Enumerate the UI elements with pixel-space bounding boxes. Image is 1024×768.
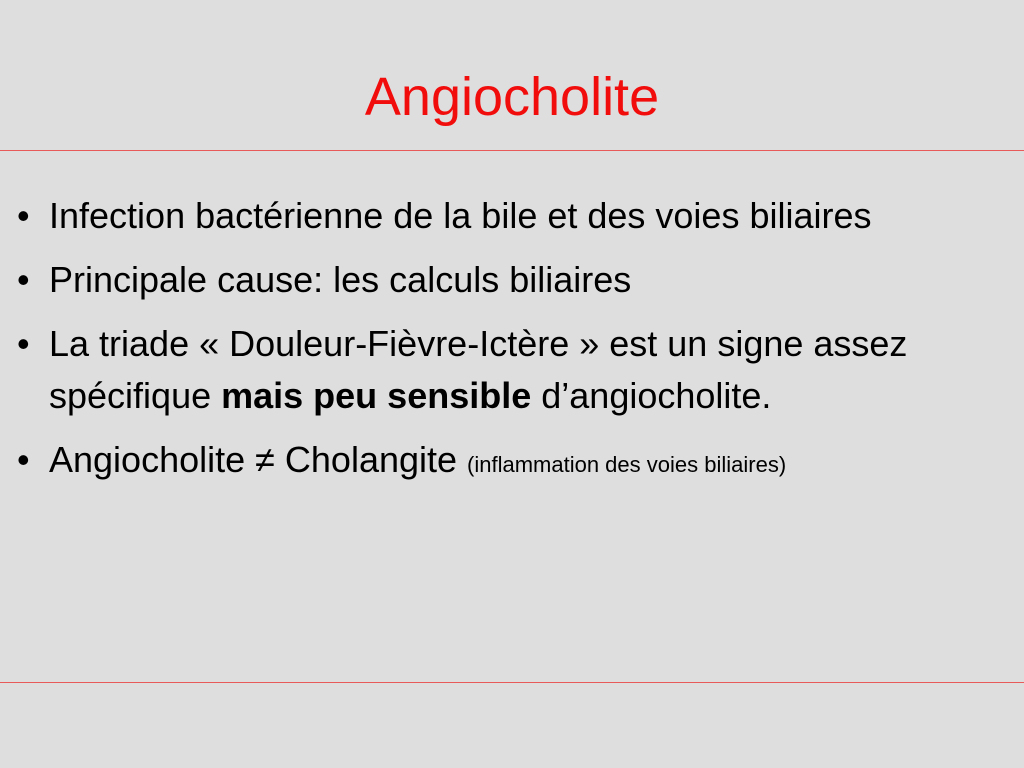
slide-title: Angiocholite: [364, 67, 660, 127]
bullet-text-emphasis: mais peu sensible: [221, 375, 532, 416]
bullet-text: Angiocholite ≠ Cholangite: [49, 439, 468, 480]
bullet-item-1: [0, 190, 1024, 242]
bullet-text-start: La triade « Douleur-Fièvre-Ictère » est un signe assez spécifique: [49, 323, 908, 416]
bullet-text: Principale cause: les calculs biliaires: [49, 259, 632, 300]
bullet-note: (inflammation des voies biliaires): [467, 452, 787, 477]
bullet-list: [0, 190, 1024, 503]
bullet-icon: •: [17, 439, 30, 480]
bullet-text-end: d’angiocholite.: [531, 375, 772, 416]
bullet-item-3: [0, 318, 1024, 422]
bullet-icon: •: [17, 259, 30, 300]
title-divider-top: [0, 150, 1024, 151]
footer-divider: [0, 682, 1024, 683]
bullet-icon: •: [17, 195, 30, 236]
bullet-icon: •: [17, 323, 30, 364]
bullet-text: Infection bactérienne de la bile et des voies biliaires: [49, 195, 872, 236]
bullet-item-4: [0, 434, 1024, 491]
bullet-item-2: [0, 254, 1024, 306]
